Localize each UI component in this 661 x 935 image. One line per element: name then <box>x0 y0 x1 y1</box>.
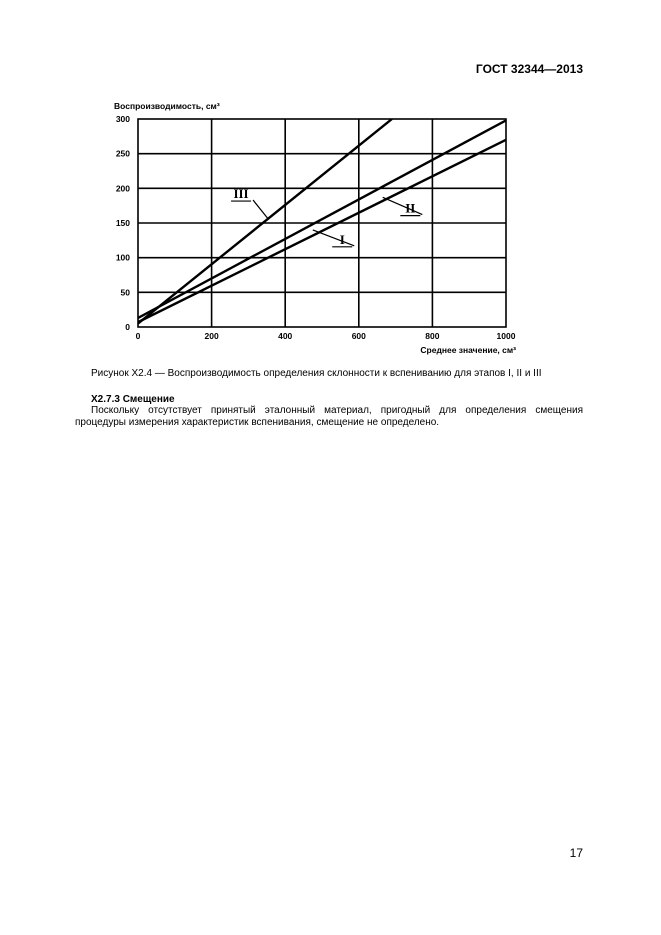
reproducibility-chart <box>100 96 520 364</box>
page-number: 17 <box>569 846 583 860</box>
y-tick-label: 250 <box>115 148 130 159</box>
x-tick-label: 1000 <box>496 331 516 341</box>
section-text: Поскольку отсутствует принятый эталонный материал, пригодный для определения смещения процедуры измерения характеристик вспенивания, смещение не определено. <box>75 405 583 428</box>
series-label-I: I <box>339 231 345 247</box>
series-label-III: III <box>233 186 249 202</box>
x-tick-label: 800 <box>425 331 440 341</box>
section-title: Х2.7.3 Смещение <box>91 394 175 405</box>
figure-caption: Рисунок Х2.4 — Воспроизводимость определения склонности к вспениванию для этапов I, II и III <box>91 368 542 379</box>
y-tick-label: 150 <box>115 218 130 228</box>
y-tick-label: 200 <box>115 183 130 194</box>
x-axis-label: Среднее значение, см³ <box>420 345 516 355</box>
y-tick-label: 300 <box>115 114 130 124</box>
y-axis-label: Воспроизводимость, см³ <box>114 101 220 111</box>
y-tick-label: 0 <box>125 322 130 332</box>
x-tick-label: 400 <box>278 331 293 341</box>
y-tick-label: 50 <box>120 287 130 298</box>
series-label-II: II <box>405 200 416 216</box>
x-tick-label: 600 <box>351 331 366 341</box>
x-tick-label: 0 <box>135 331 141 341</box>
y-tick-label: 100 <box>115 252 130 263</box>
x-tick-label: 200 <box>204 331 219 341</box>
standard-code: ГОСТ 32344—2013 <box>475 62 583 76</box>
